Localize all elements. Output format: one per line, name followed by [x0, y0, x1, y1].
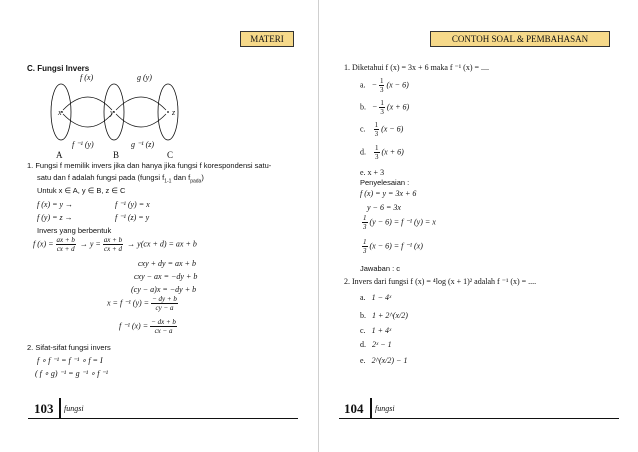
arrow-g-inv: [116, 114, 166, 127]
set-label-a: A: [56, 150, 63, 160]
label-finv: f ⁻¹ (y): [72, 140, 94, 149]
point-2: 2. Sifat-sifat fungsi invers: [27, 343, 111, 352]
option-b: b. − $\frac{1}{3}$ (x + 6): [360, 99, 410, 116]
label-fx: f (x): [80, 73, 94, 82]
eq2-left: f (y) = z →: [37, 213, 73, 222]
untuk-line: Untuk x ∈ A, y ∈ B, z ∈ C: [37, 186, 126, 195]
option-d: d. $\frac{1}{3}$ (x + 6): [360, 144, 404, 161]
contoh-soal-tag: CONTOH SOAL & PEMBAHASAN: [430, 31, 610, 47]
eq2-right: f ⁻¹ (z) = y: [115, 213, 150, 222]
label-ginv: g ⁻¹ (z): [131, 140, 155, 149]
inverse-function-diagram: [44, 72, 244, 168]
footer-word-right: fungsi: [375, 404, 395, 413]
point-1-line-2: satu dan f adalah fungsi pada (fungsi $f_{1-1}$ dan $f_{pada}$): [37, 173, 204, 185]
label-y: y: [110, 108, 114, 117]
eq1-left: f (x) = y →: [37, 200, 74, 209]
q2-option-a: a. 1 − 4ˣ: [360, 293, 392, 302]
question-1: 1. Diketahui f (x) = 3x + 6 maka f ⁻¹ (x) = ....: [344, 63, 490, 72]
step-1: cxy + dy = ax + b: [138, 259, 196, 268]
step-3: (cy − a)x = −dy + b: [131, 285, 197, 294]
q2-option-e: e. 2^(x/2) − 1: [360, 356, 408, 365]
set-label-b: B: [113, 150, 120, 160]
footer-word-left: fungsi: [64, 404, 84, 413]
property-1: f ∘ f ⁻¹ = f ⁻¹ ∘ f = I: [37, 356, 103, 365]
solution-row-3: $\frac{1}{3}$ (y − 6) = f ⁻¹ (y) = x: [363, 214, 436, 231]
property-2: ( f ∘ g) ⁻¹ = g ⁻¹ ∘ f ⁻¹: [35, 369, 109, 378]
solution-row-1: f (x) = y = 3x + 6: [360, 189, 417, 198]
materi-tag: MATERI: [240, 31, 294, 47]
option-a: a. − $\frac{1}{3}$ (x − 6): [360, 77, 409, 94]
section-heading: C. Fungsi Invers: [27, 64, 90, 73]
q2-option-d: d. 2ˣ − 1: [360, 340, 392, 349]
arrow-f-inv: [63, 114, 112, 127]
q2-option-b: b. 1 + 2^(x/2): [360, 311, 408, 320]
label-gy: g (y): [137, 73, 152, 82]
footer-bar-right: [370, 398, 372, 418]
question-2: 2. Invers dari fungsi f (x) = ⁴log (x + 1)² adalah f ⁻¹ (x) = ....: [344, 277, 537, 286]
arrow-f: [63, 97, 112, 110]
right-page: [319, 0, 638, 452]
footer-line-left: [28, 418, 298, 419]
solution-row-4: $\frac{1}{3}$ (x − 6) = f ⁻¹ (x): [363, 238, 423, 255]
point-1-line-1: 1. Fungsi f memilik invers jika dan hanya jika fungsi f korespondensi satu-: [27, 161, 272, 170]
footer-line-right: [339, 418, 619, 419]
arrow-g: [116, 97, 166, 110]
step-4: x = f ⁻¹ (y) = $\frac{- dy + b}{cy - a}$: [107, 295, 177, 312]
jawaban: Jawaban : c: [360, 264, 401, 273]
eq1-right: f ⁻¹ (y) = x: [115, 200, 150, 209]
label-x: x: [58, 108, 62, 117]
q2-option-c: c. 1 + 4ˣ: [360, 326, 392, 335]
page-number-right: 104: [344, 401, 364, 416]
invers-yang-berbentuk: Invers yang berbentuk: [37, 226, 112, 235]
solution-row-2: y − 6 = 3x: [367, 203, 401, 212]
step-2: cxy − ax = −dy + b: [134, 272, 198, 281]
option-c: c. $\frac{1}{3}$ (x − 6): [360, 121, 404, 138]
option-e: e. x + 3: [360, 168, 385, 177]
eq3: f (x) = $\frac{ax + b}{cx + d}$ → y = $\frac{ax + b}{cx + d}$ → y(cx + d) = ax + b: [33, 236, 197, 253]
set-label-c: C: [167, 150, 174, 160]
page-number-left: 103: [34, 401, 54, 416]
step-5: f ⁻¹ (x) = $\frac{- dx + b}{cx - a}$: [119, 318, 176, 335]
label-z: z: [172, 108, 176, 117]
penyelesaian-label: Penyelesaian :: [360, 178, 410, 187]
footer-bar-left: [59, 398, 61, 418]
